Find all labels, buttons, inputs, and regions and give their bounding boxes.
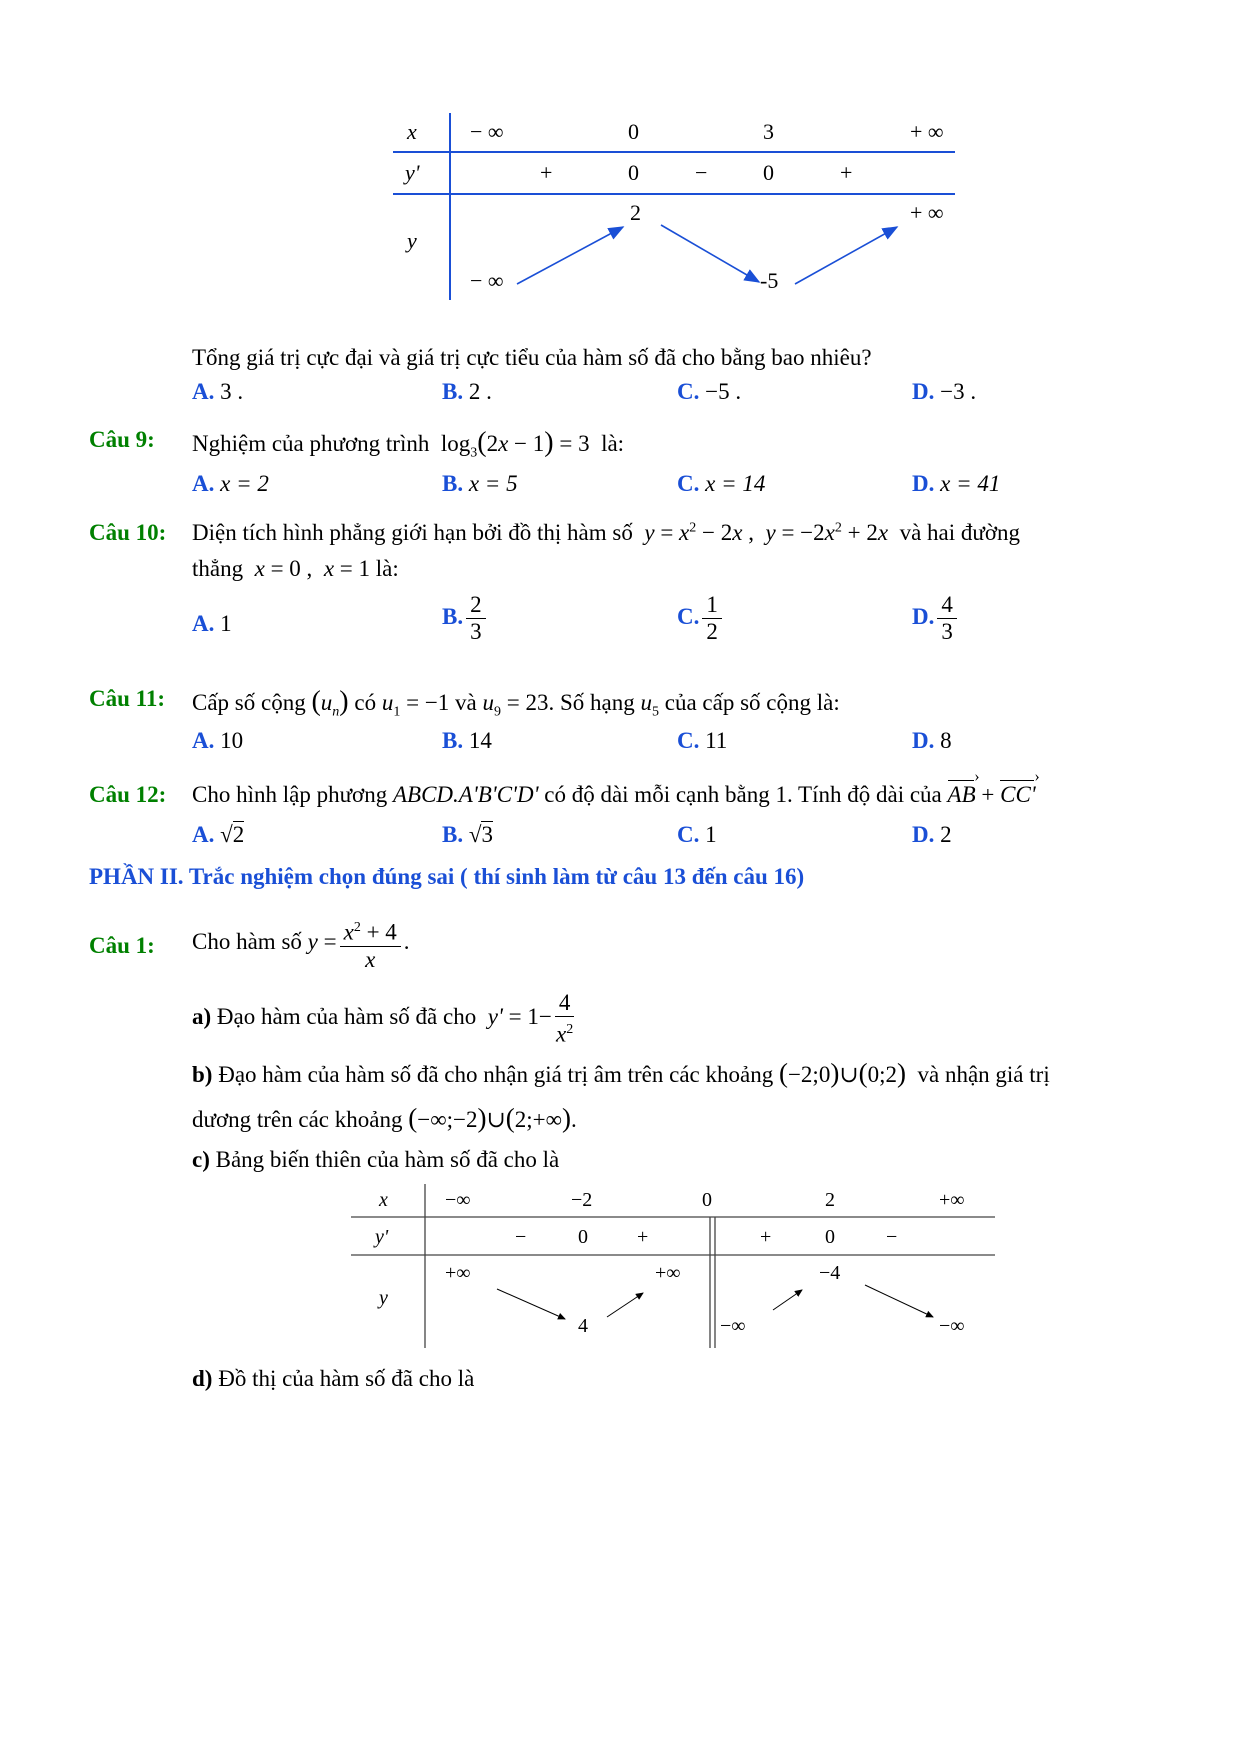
t2-x-val: −∞ [445, 1189, 471, 1211]
q9-label: Câu 9: [89, 427, 155, 452]
t1-yp-val: 0 [628, 160, 639, 185]
t2-yp-label: y' [375, 1226, 389, 1248]
q11-option-a[interactable] [192, 728, 243, 754]
option-label: D. [912, 822, 935, 847]
q8-text: Tổng giá trị cực đại và giá trị cực tiểu của hàm số đã cho bằng bao nhiêu? [192, 345, 872, 370]
t2-y-label: y [379, 1287, 388, 1309]
t2-x-val: −2 [571, 1189, 593, 1211]
t2-x-val: 0 [702, 1189, 712, 1211]
option-value: x = 41 [940, 471, 1001, 496]
option-label: A. [192, 822, 215, 847]
increase-arrow [773, 1290, 802, 1310]
q12-option-b[interactable]: B. √3 [442, 822, 493, 847]
t1-yp-val: 0 [763, 160, 774, 185]
increase-arrow [517, 227, 623, 284]
numerator: 1 [702, 592, 722, 619]
q12-text: Cho hình lập phương ABCD.A'B'C'D' có độ dài mỗi cạnh bằng 1. Tính độ dài của AB › + CC' › [192, 782, 1036, 808]
q10-line2-start: thẳng [192, 556, 244, 581]
q10-option-c[interactable] [677, 592, 725, 645]
t2-y-val: +∞ [655, 1262, 681, 1284]
option-value: 11 [705, 728, 728, 753]
q10-line1: Diện tích hình phẳng giới hạn bởi đồ thị hàm số $y = x^2 - 2x$ , $y = -2x^2 + 2x$ và hai đường [192, 520, 1020, 545]
option-label: C. [677, 603, 700, 629]
option-label: B. [442, 603, 464, 629]
q11-t2: có [354, 690, 377, 715]
q11-text: Cấp số cộng $(u_n)$ có $u_1 = -1$ và $u_9 = 23$. Số hạng $u_5$ của cấp số cộng là: [192, 686, 840, 720]
q9-text-before: Nghiệm của phương trình [192, 431, 430, 456]
q1-text-main: Cho hàm số [192, 929, 302, 955]
q1-c-text: Bảng biến thiên của hàm số đã cho là [215, 1147, 560, 1172]
q1-a-label: a) [192, 1004, 212, 1030]
q12-t1: Cho hình lập phương [192, 782, 388, 807]
option-label: A. [192, 611, 215, 636]
q12-option-c[interactable] [677, 822, 717, 848]
increase-arrow [607, 1293, 643, 1317]
t2-yp-val: + [760, 1226, 772, 1248]
option-value: 2 . [468, 379, 492, 404]
option-value: x = 14 [705, 471, 766, 496]
fraction [702, 592, 722, 645]
option-value: 14 [468, 728, 492, 753]
q1-c [192, 1147, 559, 1173]
q11-t1: Cấp số cộng [192, 690, 306, 715]
increase-arrow [795, 227, 897, 284]
numerator: 2 [466, 592, 486, 619]
decrease-arrow [661, 225, 759, 282]
q8-option-d[interactable] [912, 379, 976, 405]
q12-t2: có độ dài mỗi cạnh bằng [544, 782, 770, 807]
option-value: 1 [220, 611, 232, 636]
q1-c-label: c) [192, 1147, 210, 1172]
q8-option-b[interactable] [442, 379, 492, 405]
option-label: A. [192, 471, 215, 496]
option-label: D. [912, 728, 935, 753]
q11-t5: của cấp số cộng là: [664, 690, 840, 715]
option-value: −3 . [940, 379, 977, 404]
q1-b-cont: dương trên các khoảng (−∞;−2)∪(2;+∞). [192, 1103, 577, 1133]
option-label: C. [677, 822, 700, 847]
t1-yp-val: + [840, 160, 853, 185]
t2-yp-val: − [515, 1226, 527, 1248]
option-value: 1 [705, 822, 717, 847]
q1-a-text: Đạo hàm của hàm số đã cho [216, 1004, 477, 1030]
option-label: B. [442, 728, 464, 753]
q1-d [192, 1366, 474, 1392]
option-value: −5 . [705, 379, 742, 404]
option-label: B. [442, 471, 464, 496]
option-value: x = 5 [468, 471, 518, 496]
q8-option-a[interactable] [192, 379, 243, 405]
t2-yp-val: 0 [825, 1226, 835, 1248]
t1-y-label: y [407, 228, 417, 253]
option-value: 3 . [220, 379, 244, 404]
t1-yp-label: y' [405, 160, 420, 185]
q11-t4: . Số hạng [548, 690, 635, 715]
q1-b-label: b) [192, 1062, 213, 1087]
option-label: D. [912, 379, 935, 404]
q9-text-after: là: [601, 431, 625, 456]
option-label: A. [192, 728, 215, 753]
option-label: B. [442, 379, 464, 404]
q11-label: Câu 11: [89, 686, 166, 711]
denominator: 2 [706, 619, 718, 644]
q12-t3: . Tính độ dài của [786, 782, 942, 807]
t1-x-val: 0 [628, 119, 639, 144]
t2-yp-val: − [886, 1226, 898, 1248]
option-value: 8 [940, 728, 952, 753]
q11-option-c[interactable] [677, 728, 727, 754]
option-label: C. [677, 728, 700, 753]
q10-line2: thẳng x = 0 , x = 1 là: [192, 556, 399, 581]
t2-yp-val: + [637, 1226, 649, 1248]
q12-option-a[interactable]: A. √2 [192, 822, 245, 847]
denominator: 3 [941, 619, 953, 644]
t1-yp-val: − [695, 160, 708, 185]
q9-option-a[interactable] [192, 471, 269, 497]
option-value: 10 [220, 728, 244, 753]
fraction [937, 592, 957, 645]
q9-text: Nghiệm của phương trình $\log_3(2x - 1) = 3$ là: [192, 427, 625, 461]
q10-option-b[interactable] [442, 592, 489, 645]
t1-y-val: − ∞ [470, 268, 504, 293]
q10-line2-end: là: [375, 556, 399, 581]
t1-x-val: − ∞ [470, 119, 504, 144]
t1-yp-val: + [540, 160, 553, 185]
q10-option-a[interactable] [192, 611, 232, 637]
section-2-heading: PHẦN II. Trắc nghiệm chọn đúng sai ( thí sinh làm từ câu 13 đến câu 16) [89, 864, 805, 889]
variation-table-2 [345, 1180, 1005, 1350]
q1-b-text3: dương trên các khoảng [192, 1107, 403, 1132]
q1-b: b) Đạo hàm của hàm số đã cho nhận giá trị âm trên các khoảng (−2;0)∪(0;2) và nhận giá trị [192, 1058, 1050, 1088]
denominator: 3 [470, 619, 482, 644]
q1-d-text: Đồ thị của hàm số đã cho là [218, 1366, 475, 1391]
t2-x-val: 2 [825, 1189, 835, 1211]
q11-option-d[interactable] [912, 728, 952, 754]
q1-a: a) Đạo hàm của hàm số đã cho y' = 1− $\frac{4}{x^2}$ [192, 990, 574, 1047]
option-label: A. [192, 379, 215, 404]
q1-label: Câu 1: [89, 933, 155, 958]
t2-yp-val: 0 [578, 1226, 588, 1248]
option-value: x = 2 [220, 471, 269, 496]
option-label: D. [912, 471, 935, 496]
q1-text: Cho hàm số y = $\frac{x^2 + 4}{x}$ . [192, 915, 410, 973]
option-label: D. [912, 603, 935, 629]
t1-y-val: 2 [630, 200, 641, 225]
t2-y-val: −4 [819, 1262, 841, 1284]
t2-y-val: 4 [578, 1315, 588, 1337]
option-label: C. [677, 471, 700, 496]
option-label: B. [442, 822, 464, 847]
t1-y-val: -5 [760, 268, 779, 293]
t1-x-val: 3 [763, 119, 774, 144]
fraction [466, 592, 486, 645]
q10-line1-text: Diện tích hình phẳng giới hạn bởi đồ thị hàm số [192, 520, 633, 545]
t1-x-val: + ∞ [910, 119, 944, 144]
q9-option-d[interactable] [912, 471, 1000, 497]
t2-y-val: +∞ [445, 1262, 471, 1284]
q10-line1-end: và hai đường [899, 520, 1020, 545]
q11-t3: và [455, 690, 477, 715]
t1-x-label: x [407, 119, 417, 144]
option-label: C. [677, 379, 700, 404]
q11-option-b[interactable] [442, 728, 492, 754]
q12-option-d[interactable] [912, 822, 952, 848]
decrease-arrow [497, 1289, 565, 1319]
q9-option-b[interactable] [442, 471, 518, 497]
q1-b-text1: Đạo hàm của hàm số đã cho nhận giá trị âm trên các khoảng [218, 1062, 774, 1087]
option-value: 2 [940, 822, 952, 847]
q9-option-c[interactable] [677, 471, 765, 497]
numerator: 4 [937, 592, 957, 619]
decrease-arrow [865, 1285, 933, 1317]
q8-option-c[interactable] [677, 379, 741, 405]
t1-y-val: + ∞ [910, 200, 944, 225]
t2-y-val: −∞ [939, 1315, 965, 1337]
t2-y-val: −∞ [720, 1315, 746, 1337]
q1-d-label: d) [192, 1366, 213, 1391]
q10-option-d[interactable] [912, 592, 960, 645]
q1-b-text2: và nhận giá trị [917, 1062, 1050, 1087]
t2-x-val: +∞ [939, 1189, 965, 1211]
option-value: 3 [481, 822, 493, 847]
q12-label: Câu 12: [89, 782, 167, 807]
q10-label: Câu 10: [89, 520, 167, 545]
variation-table-1 [385, 108, 965, 303]
t2-x-label: x [379, 1189, 388, 1211]
option-value: 2 [232, 822, 245, 847]
